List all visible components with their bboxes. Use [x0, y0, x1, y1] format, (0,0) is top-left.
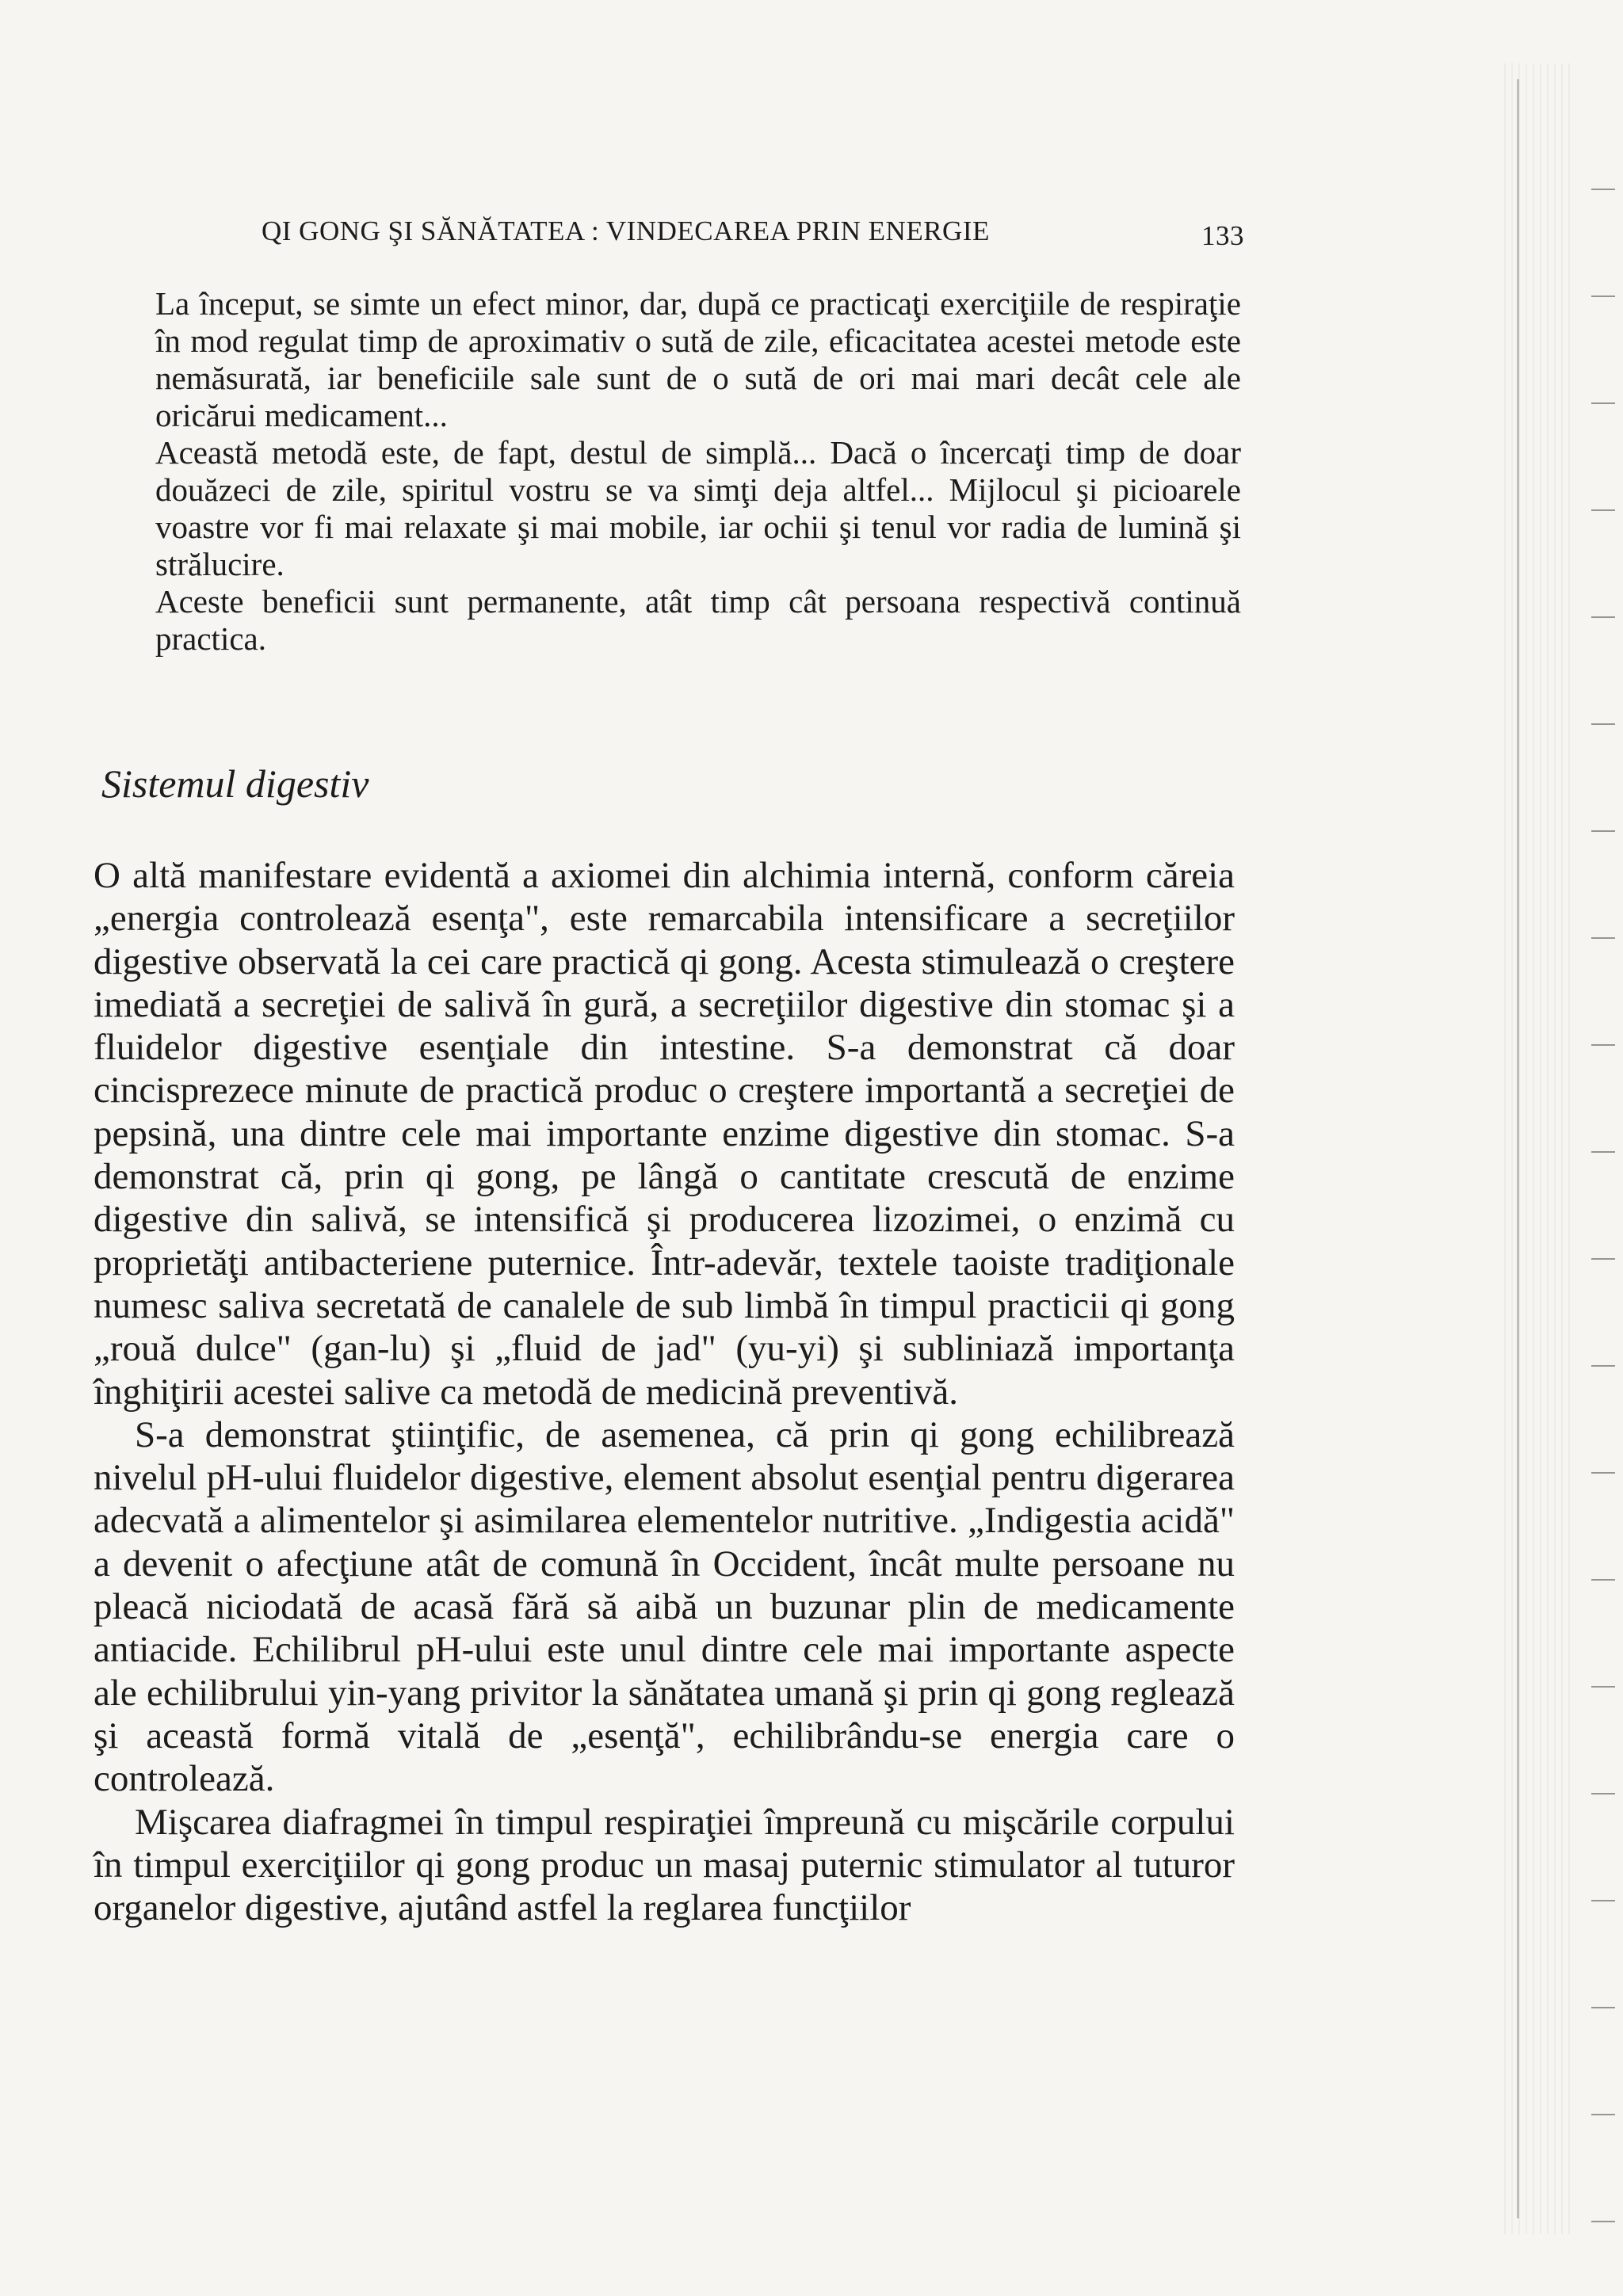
intro-text — [155, 285, 1241, 658]
section-heading: Sistemul digestiv — [101, 761, 369, 806]
page-edge-marks — [1591, 87, 1615, 2226]
paragraph: Aceste beneficii sunt permanente, atât timp cât persoana respectivă continuă practica. — [155, 583, 1241, 657]
section-body — [94, 854, 1235, 1929]
page-number: 133 — [1201, 220, 1244, 251]
paragraph: O altă manifestare evidentă a axiomei din alchimia internă, conform căreia „energia controlează esenţa", este remarcabila intensificare a secreţiilor digestive observată la cei care practică qi gong. Acesta stimulează o creştere imediată a secreţiei de salivă în gură, a secreţiilor digestive din stomac şi a fluidelor digestive esenţiale din intestine. S-a demonstrat că doar cincisprezece minute de practică produc o creştere importantă a secreţiei de pepsină, una dintre cele mai importante enzime digestive din stomac. S-a demonstrat că, prin qi gong, pe lângă o cantitate crescută de enzime digestive din salivă, se intensifică şi producerea lizozimei, o enzimă cu proprietăţi antibacteriene puternice. Într-adevăr, textele taoiste tradiţionale numesc saliva secretată de canalele de sub limbă în timpul practicii qi gong „rouă dulce" (gan-lu) şi „fluid de jad" (yu-yi) şi subliniază importanţa înghiţirii acestei salive ca metodă de medicină preventivă. — [94, 855, 1235, 1413]
paragraph: Această metodă este, de fapt, destul de simplă... Dacă o încercaţi timp de doar douăzeci de zile, spiritul vostru se va simţi deja altfel... Mijlocul şi picioarele voastre vor fi mai relaxate şi mai mobile, iar ochii şi tenul vor radia de lumină şi strălucire. — [155, 434, 1241, 582]
page-edge-shadow — [1504, 63, 1575, 2234]
paragraph: Mişcarea diafragmei în timpul respiraţiei împreună cu mişcările corpului în timpul exerciţiilor qi gong produc un masaj puternic stimulator al tuturor organelor digestive, ajutând astfel la reglarea funcţiilor — [94, 1801, 1235, 1929]
paragraph: S-a demonstrat ştiinţific, de asemenea, că prin qi gong echilibrează nivelul pH-ului fluidelor digestive, element absolut esenţial pentru digerarea adecvată a alimentelor şi asimilarea elementelor nutritive. „Indigestia acidă" a devenit o afecţiune atât de comună în Occident, încât multe persoane nu pleacă niciodată de acasă fără să aibă un buzunar plin de medicamente antiacide. Echilibrul pH-ului este unul dintre cele mai importante aspecte ale echilibrului yin-yang privitor la sănătatea umană şi prin qi gong reglează şi această formă vitală de „esenţă", echilibrându-se energia care o controlează. — [94, 1413, 1235, 1800]
paragraph: La început, se simte un efect minor, dar, după ce practicaţi exerciţiile de respiraţie în mod regulat timp de aproximativ o sută de zile, eficacitatea acestei metode este nemăsurată, iar beneficiile sale sunt de o sută de ori mai mari decât cele ale oricărui medicament... — [155, 285, 1241, 433]
header-title: QI GONG ŞI SĂNĂTATEA : VINDECAREA PRIN ENERGIE — [262, 215, 990, 246]
page-edge-line — [1517, 79, 1519, 2218]
